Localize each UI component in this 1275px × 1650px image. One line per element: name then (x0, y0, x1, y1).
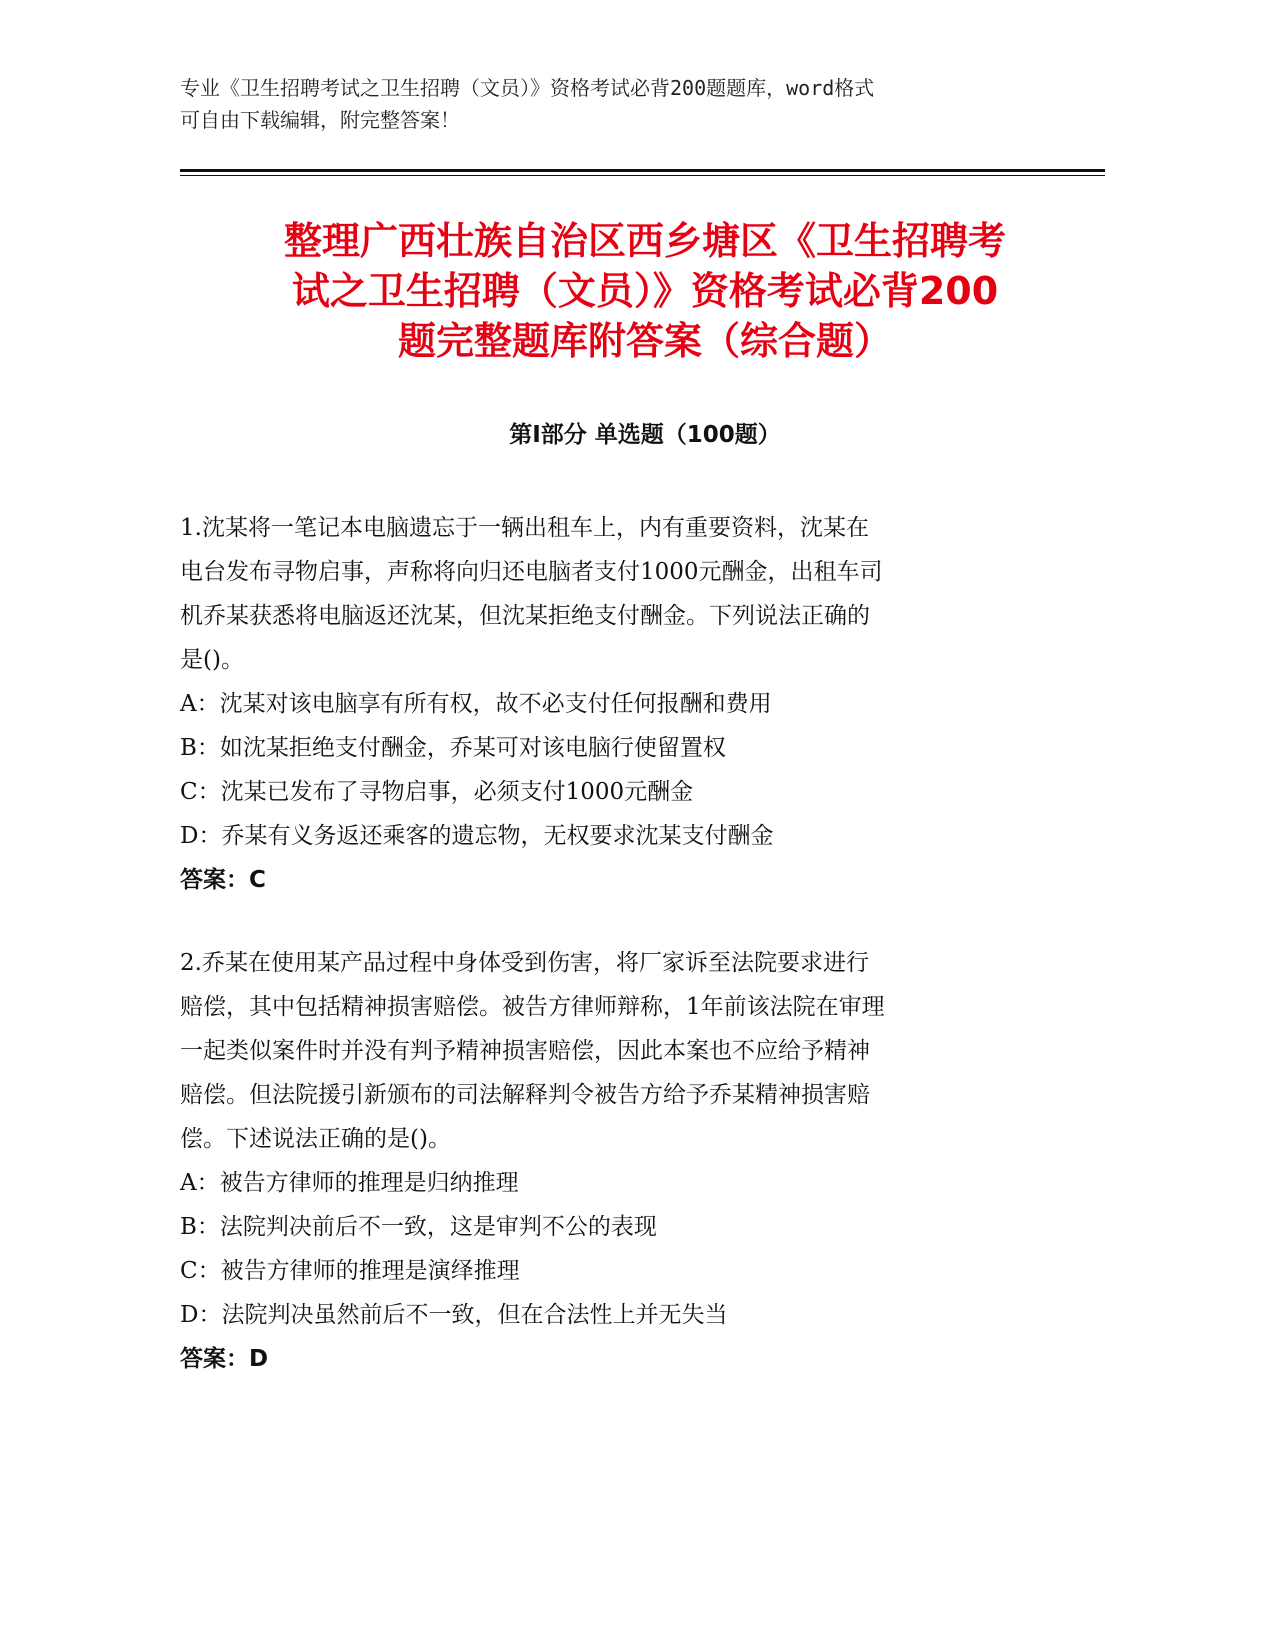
document-title (180, 216, 1110, 366)
header-divider-thick (180, 169, 1105, 172)
option-a: A：被告方律师的推理是归纳推理 (180, 1170, 519, 1196)
question-item (180, 941, 1080, 1381)
question-stem-line: 2.乔某在使用某产品过程中身体受到伤害，将厂家诉至法院要求进行 (180, 950, 869, 976)
answer-label: 答案：C (180, 867, 266, 893)
option-c: C：沈某已发布了寻物启事，必须支付1000元酬金 (180, 779, 694, 805)
option-b: B：如沈某拒绝支付酬金，乔某可对该电脑行使留置权 (180, 735, 726, 761)
question-item (180, 506, 1080, 902)
question-stem-line: 赔偿，其中包括精神损害赔偿。被告方律师辩称，1年前该法院在审理 (180, 994, 885, 1020)
question-stem-line: 机乔某获悉将电脑返还沈某，但沈某拒绝支付酬金。下列说法正确的 (180, 603, 870, 629)
title-line: 试之卫生招聘（文员）》资格考试必背200 (291, 269, 999, 313)
question-stem-line: 1.沈某将一笔记本电脑遗忘于一辆出租车上，内有重要资料，沈某在 (180, 515, 869, 541)
question-stem-line: 是()。 (180, 647, 244, 673)
answer-label: 答案：D (180, 1346, 269, 1372)
option-c: C：被告方律师的推理是演绎推理 (180, 1258, 520, 1284)
header-note-line: 可自由下载编辑，附完整答案！ (180, 108, 460, 132)
option-b: B：法院判决前后不一致，这是审判不公的表现 (180, 1214, 657, 1240)
header-divider-thin (180, 175, 1105, 176)
question-stem-line: 电台发布寻物启事，声称将向归还电脑者支付1000元酬金，出租车司 (180, 559, 883, 585)
title-line: 整理广西壮族自治区西乡塘区《卫生招聘考 (283, 219, 1006, 263)
option-d: D：乔某有义务返还乘客的遗忘物，无权要求沈某支付酬金 (180, 823, 774, 849)
section-heading: 第Ⅰ部分 单选题（100题） (509, 422, 781, 448)
question-stem-line: 一起类似案件时并没有判予精神损害赔偿，因此本案也不应给予精神 (180, 1038, 870, 1064)
title-line: 题完整题库附答案（综合题） (397, 319, 892, 363)
question-stem-line: 偿。下述说法正确的是()。 (180, 1126, 451, 1152)
question-stem-line: 赔偿。但法院援引新颁布的司法解释判令被告方给予乔某精神损害赔 (180, 1082, 870, 1108)
header-note (180, 72, 1040, 136)
option-a: A：沈某对该电脑享有所有权，故不必支付任何报酬和费用 (180, 691, 772, 717)
option-d: D：法院判决虽然前后不一致，但在合法性上并无失当 (180, 1302, 728, 1328)
header-note-line: 专业《卫生招聘考试之卫生招聘（文员）》资格考试必背200题题库，word格式 (180, 76, 875, 100)
